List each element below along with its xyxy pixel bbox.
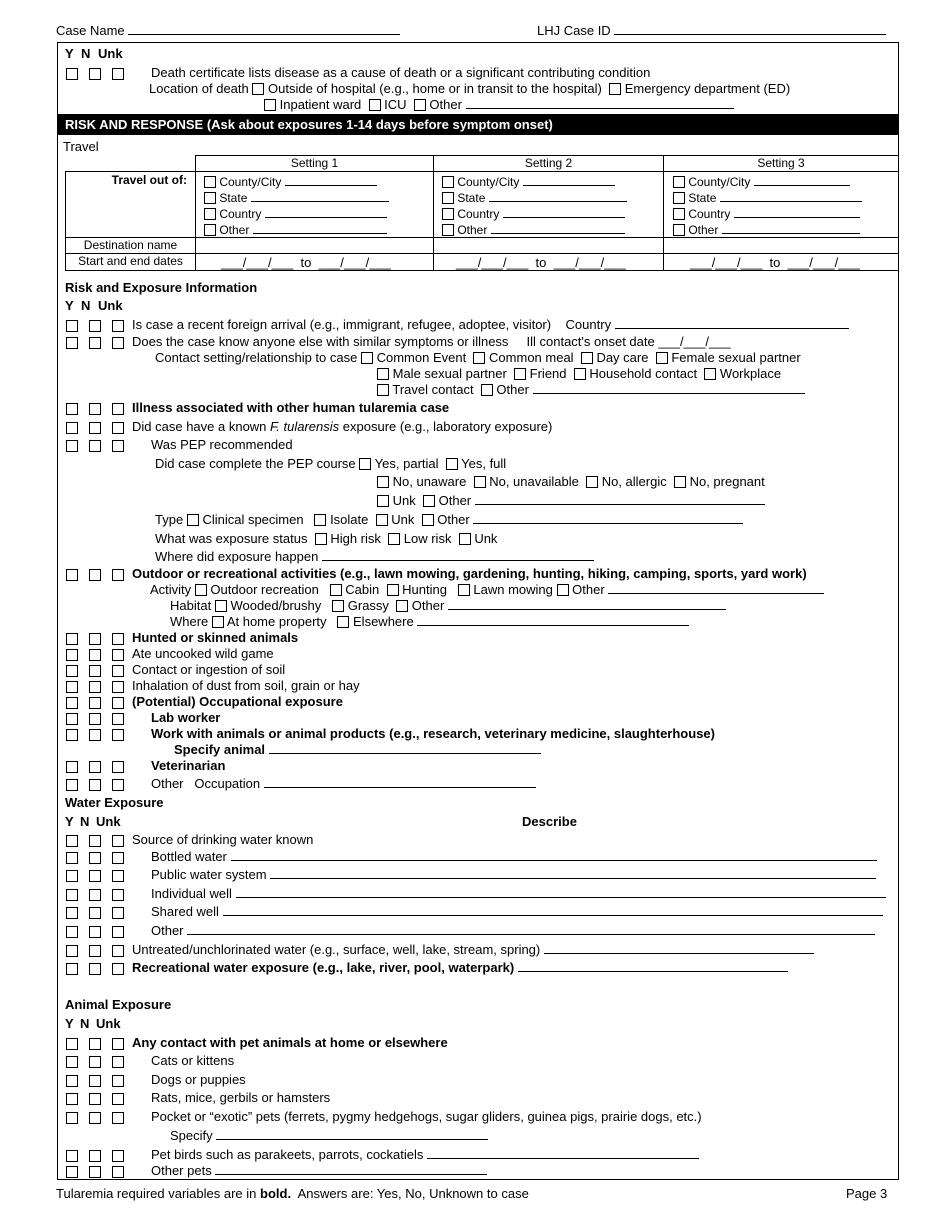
known-exposure-label: Did case have a known F. tularensis exposure (e.g., laboratory exposure): [132, 419, 553, 434]
other-occupation-ynu-checkboxes[interactable]: [66, 777, 135, 792]
lab-worker-ynu-checkboxes[interactable]: [66, 711, 135, 726]
lab-worker-label: Lab worker: [151, 710, 221, 725]
occupational-ynu-checkboxes[interactable]: [66, 695, 135, 710]
death-location-row2: Inpatient ward ICU Other: [264, 97, 734, 112]
veterinarian-label: Veterinarian: [151, 758, 226, 773]
shared-well-ynu-checkboxes[interactable]: [66, 905, 135, 920]
where-happen-row: Where did exposure happen: [155, 549, 594, 564]
travel-out-of-label: Travel out of:: [111, 173, 187, 187]
contact-setting-row2: Male sexual partner Friend Household contact Workplace: [377, 366, 781, 381]
cats-ynu-checkboxes[interactable]: [66, 1054, 135, 1069]
habitat-row: Habitat Wooded/brushy Grassy Other: [170, 598, 726, 613]
rodents-label: Rats, mice, gerbils or hamsters: [151, 1090, 331, 1105]
setting-3-dates[interactable]: ___/___/___ to ___/___/___: [690, 255, 860, 270]
dust-label: Inhalation of dust from soil, grain or hay: [132, 678, 360, 693]
water-other-ynu-checkboxes[interactable]: [66, 924, 135, 939]
similar-symptoms-ynu-checkboxes[interactable]: [66, 335, 135, 350]
death-location-row: Location of death Outside of hospital (e.g., home or in transit to the hospital) Emergency department (ED): [149, 81, 791, 96]
setting-1-dates[interactable]: ___/___/___ to ___/___/___: [221, 255, 391, 270]
cats-label: Cats or kittens: [151, 1053, 235, 1068]
contact-setting-row: Contact setting/relationship to case Common Event Common meal Day care Female sexual partner: [155, 350, 801, 365]
public-water-ynu-checkboxes[interactable]: [66, 868, 135, 883]
other-occupation-row: Other Occupation: [151, 776, 536, 791]
public-water-row: Public water system: [151, 867, 876, 882]
hunted-ynu-checkboxes[interactable]: [66, 631, 135, 646]
water-describe-header: Describe: [522, 814, 577, 829]
shared-well-row: Shared well: [151, 904, 883, 919]
outdoor-ynu-checkboxes[interactable]: [66, 567, 135, 582]
risk-ynu-header: Y N Unk: [65, 298, 123, 313]
hunted-label: Hunted or skinned animals: [132, 630, 299, 645]
foreign-arrival-row: Is case a recent foreign arrival (e.g., immigrant, refugee, adoptee, visitor) Country: [132, 317, 849, 332]
recreational-water-ynu-checkboxes[interactable]: [66, 961, 135, 976]
death-cert-checkboxes[interactable]: [66, 66, 135, 81]
individual-well-row: Individual well: [151, 886, 886, 901]
exotic-pets-ynu-checkboxes[interactable]: [66, 1110, 135, 1125]
loc-inpatient-checkbox[interactable]: [264, 99, 276, 111]
soil-ynu-checkboxes[interactable]: [66, 663, 135, 678]
pep-complete-row2: No, unaware No, unavailable No, allergic No, pregnant: [377, 474, 765, 489]
water-title: Water Exposure: [65, 795, 164, 810]
setting-3-header: Setting 3: [757, 156, 805, 170]
dogs-label: Dogs or puppies: [151, 1072, 246, 1087]
setting-2-dates[interactable]: ___/___/___ to ___/___/___: [456, 255, 626, 270]
individual-well-ynu-checkboxes[interactable]: [66, 887, 135, 902]
case-name-field[interactable]: Case Name: [56, 23, 400, 38]
footer-note: Tularemia required variables are in bold. Answers are: Yes, No, Unknown to case: [56, 1186, 529, 1201]
loc-ed-checkbox[interactable]: [609, 83, 621, 95]
animal-ynu-header: Y N Unk: [65, 1016, 121, 1031]
similar-symptoms-row: Does the case know anyone else with similar symptoms or illness Ill contact's onset date ___/___/___: [132, 334, 731, 349]
bottled-water-row: Bottled water: [151, 849, 877, 864]
travel-label: Travel: [63, 139, 99, 154]
water-ynu-header: Y N Unk: [65, 814, 121, 829]
other-pets-ynu-checkboxes[interactable]: [66, 1164, 135, 1179]
dogs-ynu-checkboxes[interactable]: [66, 1073, 135, 1088]
known-exposure-ynu-checkboxes[interactable]: [66, 420, 135, 435]
risk-title: Risk and Exposure Information: [65, 280, 258, 295]
contact-setting-row3: Travel contact Other: [377, 382, 805, 397]
birds-ynu-checkboxes[interactable]: [66, 1148, 135, 1163]
water-source-label: Source of drinking water known: [132, 832, 314, 847]
dates-label: Start and end dates: [78, 254, 183, 268]
occupational-label: (Potential) Occupational exposure: [132, 694, 343, 709]
untreated-water-row: Untreated/unchlorinated water (e.g., surface, well, lake, stream, spring): [132, 942, 814, 957]
pep-complete-row3: Unk Other: [377, 493, 765, 508]
pep-complete-row: Did case complete the PEP course Yes, partial Yes, full: [155, 456, 507, 471]
uncooked-ynu-checkboxes[interactable]: [66, 647, 135, 662]
death-ynu-header: Y N Unk: [65, 46, 123, 61]
destination-label: Destination name: [83, 238, 178, 252]
dust-ynu-checkboxes[interactable]: [66, 679, 135, 694]
birds-row: Pet birds such as parakeets, parrots, cockatiels: [151, 1147, 699, 1162]
loc-other-checkbox[interactable]: [414, 99, 426, 111]
animal-work-label: Work with animals or animal products (e.g., research, veterinary medicine, slaughterhouse): [151, 726, 715, 741]
where-row: Where At home property Elsewhere: [170, 614, 689, 629]
setting-1-options: County/City State Country Other: [204, 174, 389, 238]
soil-label: Contact or ingestion of soil: [132, 662, 286, 677]
setting-3-options: County/City State Country Other: [673, 174, 862, 238]
lhj-case-id-field[interactable]: LHJ Case ID: [537, 23, 886, 38]
animal-work-ynu-checkboxes[interactable]: [66, 727, 135, 742]
specify-exotic-row: Specify: [170, 1128, 488, 1143]
water-other-row: Other: [151, 923, 875, 938]
animal-title: Animal Exposure: [65, 997, 172, 1012]
other-pets-row: Other pets: [151, 1163, 487, 1178]
outdoor-label: Outdoor or recreational activities (e.g., lawn mowing, gardening, hunting, hiking, camping, sports, yard work): [132, 566, 807, 581]
untreated-ynu-checkboxes[interactable]: [66, 943, 135, 958]
water-source-ynu-checkboxes[interactable]: [66, 833, 135, 848]
exotic-pets-label: Pocket or “exotic” pets (ferrets, pygmy hedgehogs, sugar gliders, guinea pigs, prairie dogs, etc.): [151, 1109, 702, 1124]
setting-2-header: Setting 2: [524, 156, 573, 170]
exposure-status-row: What was exposure status High risk Low risk Unk: [155, 531, 498, 546]
pet-contact-label: Any contact with pet animals at home or elsewhere: [132, 1035, 448, 1050]
pet-contact-ynu-checkboxes[interactable]: [66, 1036, 135, 1051]
pep-label: Was PEP recommended: [151, 437, 293, 452]
pep-recommended-ynu-checkboxes[interactable]: [66, 438, 135, 453]
death-cert-text: Death certificate lists disease as a cause of death or a significant contributing condition: [151, 65, 651, 80]
loc-icu-checkbox[interactable]: [369, 99, 381, 111]
specify-animal-row: Specify animal: [174, 742, 541, 757]
recreational-water-row: Recreational water exposure (e.g., lake, river, pool, waterpark): [132, 960, 788, 975]
veterinarian-ynu-checkboxes[interactable]: [66, 759, 135, 774]
loc-outside-checkbox[interactable]: [252, 83, 264, 95]
page-number: Page 3: [846, 1186, 888, 1201]
illness-assoc-ynu-checkboxes[interactable]: [66, 401, 135, 416]
bottled-ynu-checkboxes[interactable]: [66, 850, 135, 865]
section-title-bar: RISK AND RESPONSE (Ask about exposures 1-14 days before symptom onset): [57, 114, 899, 135]
rodents-ynu-checkboxes[interactable]: [66, 1091, 135, 1106]
uncooked-label: Ate uncooked wild game: [132, 646, 274, 661]
setting-1-header: Setting 1: [290, 156, 339, 170]
type-row: Type Clinical specimen Isolate Unk Other: [155, 512, 743, 527]
foreign-arrival-ynu-checkboxes[interactable]: [66, 318, 135, 333]
activity-row: Activity Outdoor recreation Cabin Hunting Lawn mowing Other: [150, 582, 824, 597]
illness-assoc-label: Illness associated with other human tularemia case: [132, 400, 450, 415]
setting-2-options: County/City State Country Other: [442, 174, 627, 238]
